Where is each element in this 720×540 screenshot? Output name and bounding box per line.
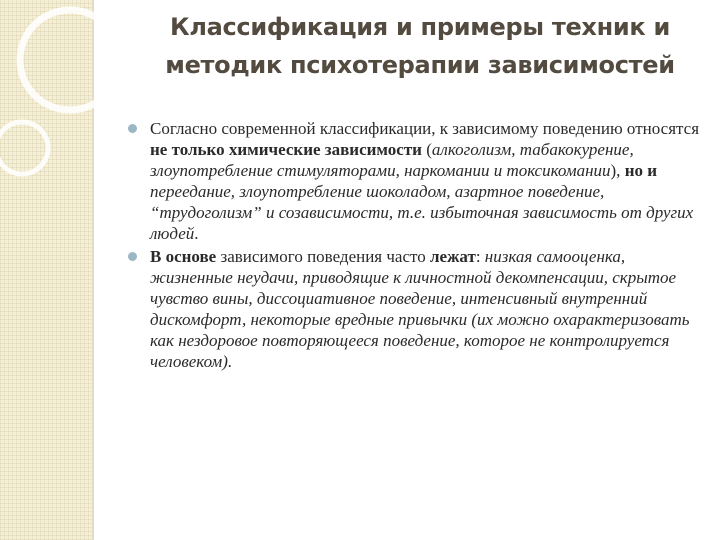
text-segment: ( <box>421 140 432 159</box>
bullet-text-2 <box>150 246 708 372</box>
text-segment: : <box>475 247 485 266</box>
bullet-item-1 <box>128 118 708 244</box>
bullet-icon <box>128 124 137 133</box>
bullet-text-1 <box>150 118 708 244</box>
bullet-icon <box>128 252 137 261</box>
bold-segment: В основе <box>150 247 217 266</box>
bold-segment: лежат <box>429 247 476 266</box>
text-segment: зависимого поведения часто <box>216 247 430 266</box>
bullet-list <box>128 118 708 374</box>
bullet-item-2 <box>128 246 708 372</box>
text-segment: Согласно современной классификации, к зависимому поведению относятся <box>150 119 700 138</box>
italic-segment: алкоголизм, табакокурение, злоупотребление стимуляторами, наркомании и токсикомании <box>150 140 634 180</box>
slide-title <box>120 8 720 84</box>
text-segment: ), <box>610 161 625 180</box>
bold-segment: но и <box>624 161 658 180</box>
decorative-circles <box>0 0 130 180</box>
italic-segment: переедание, злоупотребление шоколадом, азартное поведение, “трудоголизм” и созависимости, т.е. избыточная зависимость от других людей <box>150 182 694 243</box>
italic-segment: низкая самооценка, жизненные неудачи, приводящие к личностной декомпенсации, скрытое чувство вины, диссоциативное поведение, интенсивный внутренний дискомфорт, некоторые вредные привычки (их можно охарактеризовать как нездоровое повторяющееся поведение, которое не контролируется человеком). <box>150 247 690 371</box>
title-line-1: Классификация и примеры техник и <box>170 13 670 41</box>
bold-segment: не только химические зависимости <box>150 140 422 159</box>
text-segment: . <box>194 224 199 243</box>
title-line-2: методик психотерапии зависимостей <box>165 51 675 79</box>
